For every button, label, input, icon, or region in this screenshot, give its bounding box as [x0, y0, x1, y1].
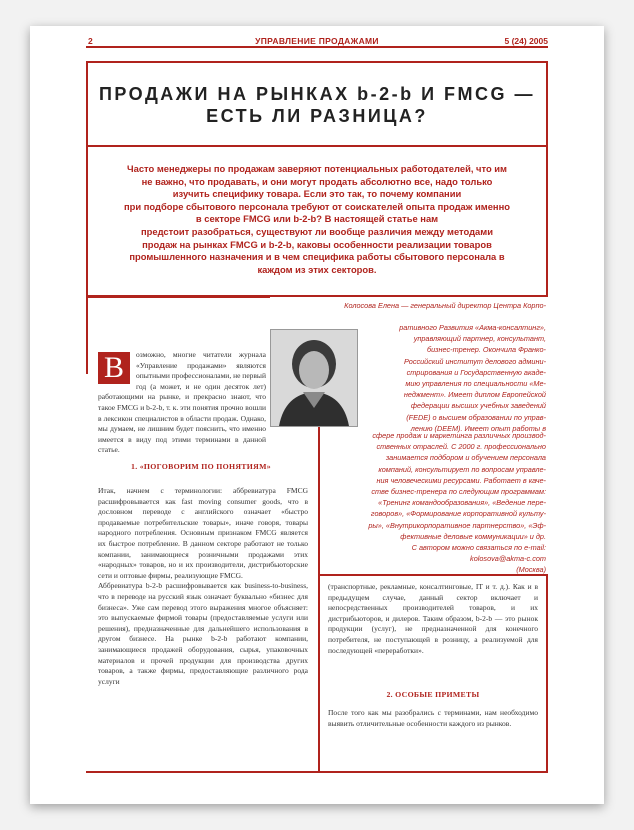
right-column-body: (транспортные, рекламные, консалтинговые, IT и т. д.). Как и в предыдущем случае, данный сектор включает и непосредственных производителей товаров, и их дистрибьюторов, и дилеров. Таким образом, b-2-b — это рынок продукции (услуг), не предназначенной для конечного потребителя, не поступающей в розницу, а реализуемой для последующей «переработки». — [328, 582, 538, 655]
bio-line: С автором можно связаться по e-mail: — [411, 543, 546, 553]
bio-line: ния человеческими ресурсами. Работает в каче- — [376, 475, 546, 485]
bio-line: ры», «Внутрикорпоративное партнерство», «Эф- — [368, 520, 546, 530]
left-frame-rule — [86, 296, 88, 374]
page-number: 2 — [88, 36, 93, 46]
lead-line: не важно, что продавать, и они могут продать абсолютно все, надо только — [141, 175, 493, 187]
issue-number: 5 (24) 2005 — [504, 36, 548, 46]
lead-line: Часто менеджеры по продажам заверяют потенциальных работодателей, что им — [127, 163, 507, 174]
body-paragraph: Итак, начнем с терминологии: аббревиатура FMCG расшифровывается как fast moving consumer goods, что в дословном переводе с английского означает «быстро продаваемые потребительские товары», иначе говоря, товары народного потребления. Основным признаком FMCG является их быстрое потребление. В данном секторе работают не только компании, занимающиеся розничными продажами этих «народных» товаров, но и их производители, дистрибьюторские сети и оптовые фирмы, реализующие FMCG. — [98, 486, 308, 580]
column-divider — [318, 425, 320, 771]
bio-line: сфере продаж и маркетинга различных производ- — [372, 431, 546, 440]
article-title — [88, 83, 546, 127]
lead-line: предстоит разобраться, существуют ли вообще различия между методами — [141, 225, 493, 237]
header-rule — [86, 46, 548, 48]
lead-paragraph — [100, 163, 534, 276]
author-email[interactable]: kolosova@akma-c.com — [470, 554, 546, 564]
lead-line: каждом из этих секторов. — [257, 263, 377, 275]
lead-line: при подборе сбытового персонала требуют от соискателей опыта продаж именно — [124, 200, 510, 212]
bio-line: стве бизнес-тренера по следующим программам: — [371, 487, 546, 497]
bio-line: мию управления по специальности «Ме- — [405, 379, 546, 389]
bio-line: (FEDE) о высшем образовании по управ- — [406, 412, 546, 422]
bio-line: стрирования и Государственную акаде- — [406, 367, 546, 377]
bio-line: лению (DEEM). Имеет опыт работы в — [410, 423, 546, 433]
bio-line: (Москва) — [516, 565, 546, 575]
lead-line: в секторе FMCG или b-2-b? В настоящей статье нам — [195, 213, 439, 225]
lead-line: изучить специфику товара. Если это так, то почему компании — [172, 188, 462, 200]
lead-line: промышленного назначения и в чем специфика работы сбытового персонала в — [129, 251, 505, 263]
author-photo — [270, 329, 358, 427]
left-column-body — [98, 486, 308, 687]
bio-line: компаний, консультирует по вопросам управле- — [378, 464, 546, 474]
bottom-frame-rule — [86, 771, 548, 773]
intro-text: озможно, многие читатели журнала «Управление продажами» являются опытными профессионалами, не первый год (а может, и не один десяток лет) работающими на рынке, и прекрасно знают, что такое FMCG и b-2-b, т. к. эти понятия прочно вошли в лексикон специалистов в области продаж. Однако, мы думаем, не лишним будет пояснить, что именно имеется в виду под этими терминами в данной статье. — [98, 350, 266, 455]
title-line: ПРОДАЖИ НА РЫНКАХ b-2-b И FMCG — — [98, 84, 536, 104]
right-frame-rule — [546, 574, 548, 773]
lead-line: продаж на рынках FMCG и b-2-b, каковы особенности реализации товаров — [142, 238, 492, 250]
bio-line: занимается подбором и обучением персонала — [385, 453, 546, 463]
author-bio-bottom — [324, 430, 546, 576]
author-bio-side — [362, 322, 546, 434]
bio-line: управляющий партнер, консультант, — [413, 334, 546, 344]
bio-line: Российский институт делового админи- — [403, 356, 546, 366]
bio-line: бизнес-тренер. Окончила Франко- — [426, 345, 546, 355]
section-2-heading: 2. ОСОБЫЕ ПРИМЕТЫ — [386, 690, 480, 699]
top-frame-rule — [86, 296, 270, 298]
section-title: УПРАВЛЕНИЕ ПРОДАЖАМИ — [255, 36, 379, 46]
author-bio-first-line: Колосова Елена — генеральный директор Центра Корпо- — [344, 301, 546, 310]
bio-line: неджмент». Имеет диплом Европейской — [403, 390, 546, 400]
bio-line: ративного Развития «Акма-консалтинг», — [399, 323, 546, 332]
bio-line: федерации высших учебных заведений — [410, 401, 546, 411]
intro-paragraph — [98, 350, 266, 456]
bio-line: ственных отраслей. С 2000 г. профессионально — [376, 442, 546, 452]
section-1-heading: 1. «ПОГОВОРИМ ПО ПОНЯТИЯМ» — [131, 462, 271, 471]
title-box — [86, 61, 548, 145]
bio-line: говоров», «Формирование корпоративной культу- — [370, 509, 546, 519]
bio-line: фективные деловые коммуникации» и др. — [400, 531, 546, 541]
lead-box — [86, 145, 548, 297]
section-2-text: После того как мы разобрались с терминами, нам необходимо выявить отличительные особенности каждого из рынков. — [328, 708, 538, 728]
bio-line: «Тренинг командообразования», «Ведение пере- — [378, 498, 546, 508]
drop-cap: В — [98, 352, 130, 384]
title-line: ЕСТЬ ЛИ РАЗНИЦА? — [206, 106, 428, 126]
body-paragraph: Аббревиатура b-2-b расшифровывается как business-to-business, что в переводе на русский язык означает буквально «бизнес для бизнеса». Уже сам перевод этого выражения многое объясняет: это выпускаемые фирмой товары (предоставляемые услуги или решения), предназначенные для дальнейшего использования в другом бизнесе. На рынке b-2-b работают компании, занимающиеся продажей оборудования, сырья, упаковочных материалов и прочей продукции для производства других товаров, а также фирмы, предоставляющие различного рода услуги — [98, 581, 308, 686]
